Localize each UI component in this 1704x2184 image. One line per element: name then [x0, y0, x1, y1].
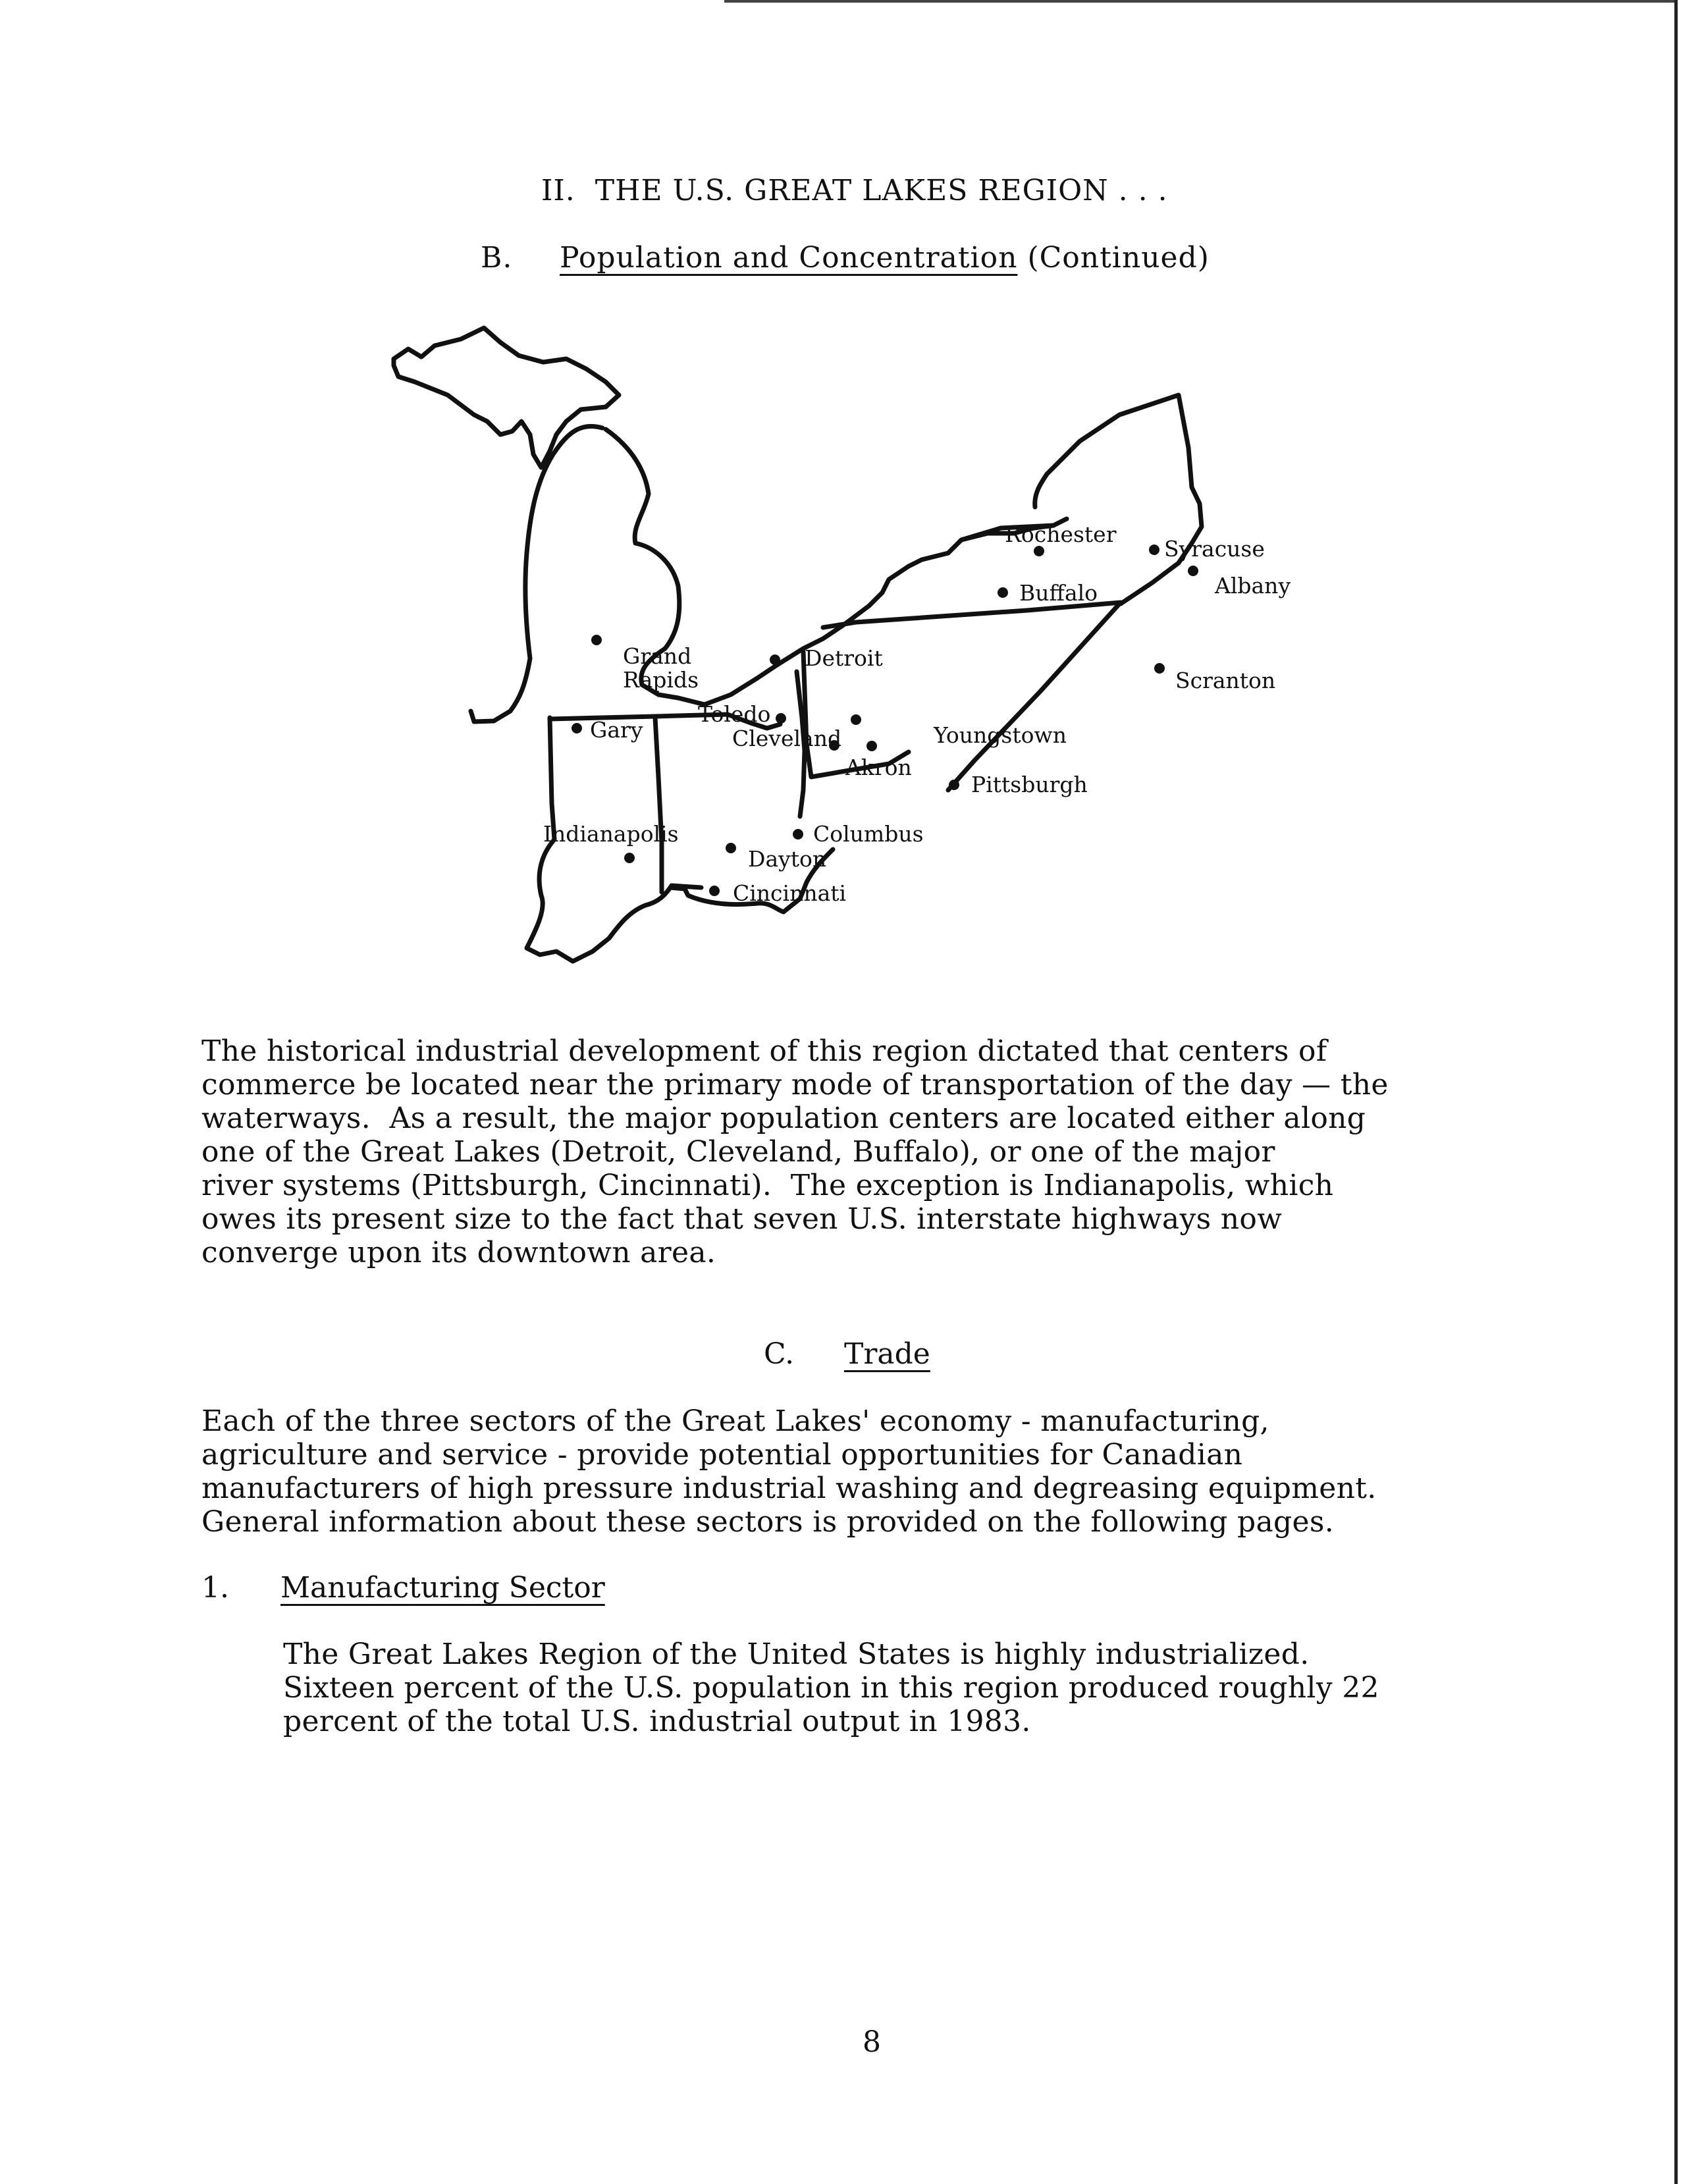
- city-label-youngstown: Youngstown: [934, 722, 1067, 748]
- city-label-detroit: Detroit: [805, 645, 883, 671]
- city-label-dayton: Dayton: [748, 846, 827, 872]
- city-label-scranton: Scranton: [1175, 668, 1276, 693]
- indiana-ohio-border: [655, 718, 662, 892]
- subsection-b-title: Population and Concentration: [560, 241, 1018, 275]
- upper-peninsula-outline: [394, 328, 619, 467]
- city-label-syracuse: Syracuse: [1164, 536, 1265, 562]
- city-label-rochester: Rochester: [1005, 521, 1117, 547]
- city-label-cincinnati: Cincinnati: [733, 880, 847, 906]
- section-c-title: Trade: [844, 1337, 930, 1371]
- city-label-akron: Akron: [845, 755, 912, 780]
- manufacturing-sector-number: 1.: [201, 1571, 229, 1605]
- city-label-rapids: Rapids: [623, 667, 699, 693]
- city-label-toledo: Toledo: [698, 701, 771, 727]
- section-heading: II. THE U.S. GREAT LAKES REGION . . .: [541, 174, 1168, 207]
- manufacturing-sector-heading: [201, 1571, 605, 1605]
- city-label-buffalo: Buffalo: [1019, 580, 1098, 606]
- manufacturing-sector-title: Manufacturing Sector: [280, 1571, 605, 1605]
- subsection-b-number: B.: [481, 241, 513, 275]
- subsection-b-suffix: (Continued): [1017, 241, 1210, 275]
- subsection-b-heading: [481, 241, 1704, 275]
- section-c-number: C.: [764, 1337, 795, 1371]
- great-lakes-region-map: [369, 316, 1383, 1007]
- section-c-heading: [764, 1337, 930, 1371]
- city-label-albany: Albany: [1215, 573, 1291, 599]
- city-label-pittsburgh: Pittsburgh: [971, 772, 1088, 797]
- city-label-indianapolis: Indianapolis: [543, 821, 679, 847]
- page-top-edge: [724, 0, 1678, 3]
- paragraph-historical-development: The historical industrial development of this region dictated that centers of commerce be located near the primary mode of transportation of the day — the waterways. As a result, the major population centers are located either along one of the Great Lakes (Detroit, Cleveland, Buffalo), or one of the major river systems (Pittsburgh, Cincinnati). The exception is Indianapolis, which owes its present size to the fact that seven U.S. interstate highways now converge upon its downtown area.: [201, 1034, 1389, 1269]
- page-right-edge: [1674, 0, 1678, 2184]
- city-label-cleveland: Cleveland: [732, 726, 842, 751]
- city-label-grand: Grand: [623, 643, 692, 669]
- paragraph-manufacturing: The Great Lakes Region of the United States is highly industrialized. Sixteen percent of the U.S. population in this region produced roughly 22 percent of the total U.S. industrial output in 1983.: [283, 1638, 1379, 1738]
- city-label-columbus: Columbus: [813, 821, 924, 847]
- new-york-outline: [961, 395, 1202, 604]
- paragraph-trade-sectors: Each of the three sectors of the Great Lakes' economy - manufacturing, agriculture and service - provide potential opportunities for Canadian manufacturers of high pressure industrial washing and degreasing equipment. General information about these sectors is provided on the following pages.: [201, 1404, 1377, 1539]
- page-number: 8: [863, 2025, 881, 2059]
- city-label-gary: Gary: [590, 717, 643, 743]
- lake-erie-shoreline: [777, 528, 1001, 665]
